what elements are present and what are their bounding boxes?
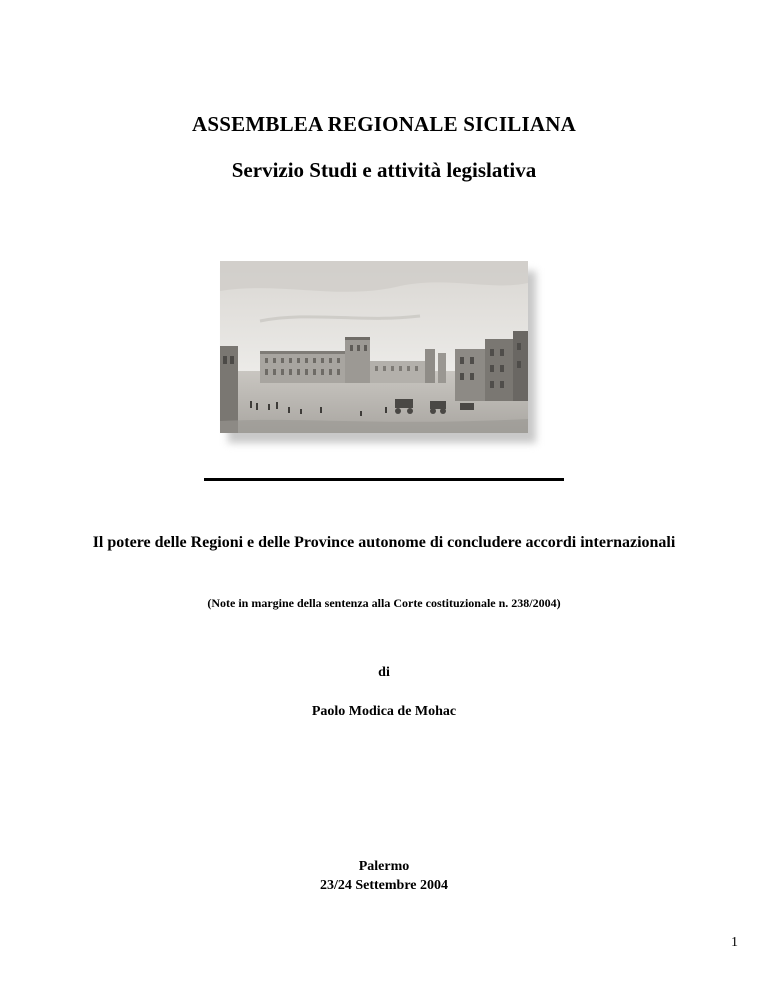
place: Palermo bbox=[358, 859, 410, 874]
engraving-palazzo-icon bbox=[220, 261, 528, 433]
paper-title: Il potere delle Regioni e delle Province autonome di concludere accordi internazionali bbox=[92, 534, 676, 551]
author-prefix: di bbox=[378, 665, 390, 680]
organization-title: ASSEMBLEA REGIONALE SICILIANA bbox=[192, 112, 576, 136]
author-name: Paolo Modica de Mohac bbox=[311, 704, 457, 719]
page-number: 1 bbox=[731, 935, 738, 950]
engraving-illustration bbox=[220, 261, 528, 433]
service-title: Servizio Studi e attività legislativa bbox=[231, 158, 537, 182]
paper-note: (Note in margine della sentenza alla Corte costituzionale n. 238/2004) bbox=[207, 596, 561, 610]
divider-line bbox=[204, 478, 564, 481]
date: 23/24 Settembre 2004 bbox=[319, 878, 449, 893]
